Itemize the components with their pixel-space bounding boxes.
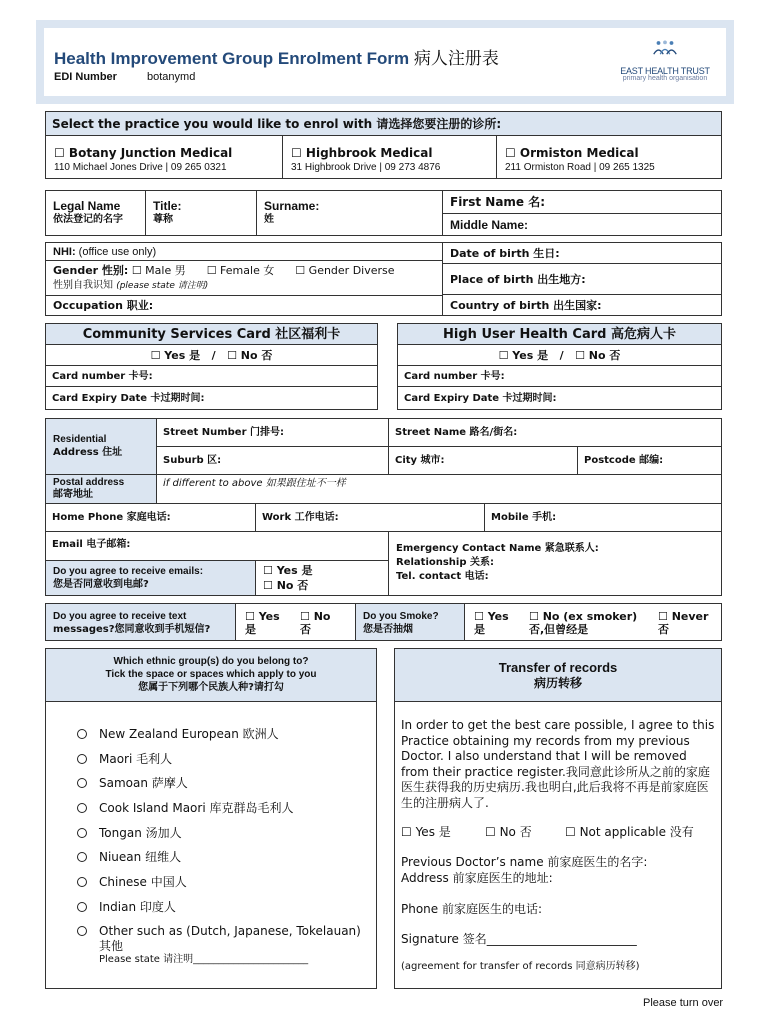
- postal-address-label: Postal address 邮寄地址: [45, 474, 157, 504]
- transfer-consent-text: In order to get the best care possible, I agree to this Practice obtaining my records from my previous Doctor. I also understand that I will be removed from their practice register.我同意此诊所从之前的家庭医生获得我的历史病历.我也明白,此后我将不再是前家庭医生的注册病人了.: [401, 718, 715, 810]
- ethnic-option[interactable]: Niuean 纽维人: [77, 850, 181, 864]
- ethnic-option[interactable]: Indian 印度人: [77, 900, 176, 914]
- practice-address: 31 Highbrook Drive | 09 273 4876: [291, 162, 441, 173]
- home-phone-field[interactable]: Home Phone 家庭电话:: [45, 503, 256, 532]
- divider: [45, 295, 443, 296]
- divider: [45, 260, 443, 261]
- emergency-contact-name: Emergency Contact Name 紧急联系人:: [396, 543, 599, 554]
- ethnic-group-heading: Which ethnic group(s) do you belong to? Tick the space or spaces which apply to you 您属于下列哪个民族人种?请打勾: [45, 648, 377, 702]
- ethnic-please-state[interactable]: Please state 请注明_______________________: [99, 954, 309, 965]
- practice-option-botany[interactable]: [45, 135, 283, 179]
- transfer-no-checkbox[interactable]: ☐ No 否: [485, 825, 532, 839]
- receive-emails-options: [255, 560, 389, 596]
- smoke-ex-checkbox[interactable]: ☐ No (ex smoker) 否,但曾经是: [529, 610, 638, 636]
- ethnic-other-zh: 其他: [99, 939, 124, 953]
- practice-heading: Select the practice you would like to enrol with 请选择您要注册的诊所:: [45, 111, 722, 136]
- emails-no-checkbox[interactable]: ☐ No 否: [263, 579, 309, 592]
- ethnic-option[interactable]: Maori 毛利人: [77, 752, 172, 766]
- postcode-field[interactable]: Postcode 邮编:: [577, 446, 722, 475]
- radio-circle-icon: [77, 877, 87, 887]
- logo-tagline: primary health organisation: [622, 75, 708, 82]
- smoke-options: [464, 603, 722, 641]
- form-title: Health Improvement Group Enrolment Form 病人注册表: [54, 49, 499, 69]
- practice-name: ☐ Botany Junction Medical: [54, 146, 233, 160]
- csc-yes-no[interactable]: ☐ Yes 是 / ☐ No 否: [45, 344, 378, 366]
- country-of-birth-field[interactable]: Country of birth 出生国家:: [442, 294, 722, 316]
- smoke-question: Do you Smoke? 您是否抽烟: [355, 603, 465, 641]
- csc-card-expiry[interactable]: Card Expiry Date 卡过期时间:: [45, 386, 378, 410]
- radio-circle-icon: [77, 902, 87, 912]
- ethnic-option[interactable]: Chinese 中国人: [77, 875, 187, 889]
- please-turn-over: Please turn over: [643, 997, 724, 1009]
- previous-doctor-address[interactable]: Address 前家庭医生的地址:: [401, 871, 553, 885]
- street-number-field[interactable]: Street Number 门排号:: [156, 418, 389, 447]
- mobile-field[interactable]: Mobile 手机:: [484, 503, 722, 532]
- residential-address-label: Residential Address 住址: [45, 418, 157, 475]
- practice-name: ☐ Highbrook Medical: [291, 146, 433, 160]
- signature-line[interactable]: Signature 签名_________________________: [401, 932, 637, 946]
- nhi-field[interactable]: NHI: (office use only): [53, 246, 157, 258]
- emergency-relationship: Relationship 关系:: [396, 557, 494, 568]
- ethnic-option[interactable]: Samoan 萨摩人: [77, 776, 188, 790]
- edi-number-label: EDI Number: [54, 71, 117, 83]
- radio-circle-icon: [77, 926, 87, 936]
- previous-doctor-phone[interactable]: Phone 前家庭医生的电话:: [401, 902, 543, 916]
- transfer-records-heading: Transfer of records 病历转移: [394, 648, 722, 702]
- radio-circle-icon: [77, 754, 87, 764]
- street-name-field[interactable]: Street Name 路名/街名:: [388, 418, 722, 447]
- receive-texts-options: [235, 603, 356, 641]
- smoke-yes-checkbox[interactable]: ☐ Yes 是: [474, 610, 509, 636]
- title-field[interactable]: Title: 尊称: [145, 190, 257, 236]
- ethnic-option-other[interactable]: Other such as (Dutch, Japanese, Tokelauan): [77, 924, 361, 938]
- receive-emails-question: Do you agree to receive emails: 您是否同意收到电邮?: [45, 560, 256, 596]
- receive-texts-question: Do you agree to receive text messages?您同意收到手机短信?: [45, 603, 236, 641]
- east-health-trust-logo-icon: [618, 40, 712, 66]
- postal-address-field[interactable]: if different to above 如果跟住址不一样: [156, 474, 722, 504]
- ethnic-option[interactable]: New Zealand European 欧洲人: [77, 727, 279, 741]
- huhc-card-expiry[interactable]: Card Expiry Date 卡过期时间:: [397, 386, 722, 410]
- csc-card-number[interactable]: Card number 卡号:: [45, 365, 378, 387]
- radio-circle-icon: [77, 828, 87, 838]
- place-of-birth-field[interactable]: Place of birth 出生地方:: [442, 263, 722, 295]
- practice-name: ☐ Ormiston Medical: [505, 146, 639, 160]
- agreement-note: (agreement for transfer of records 同意病历转移): [401, 961, 640, 972]
- emails-yes-checkbox[interactable]: ☐ Yes 是: [263, 564, 313, 577]
- suburb-field[interactable]: Suburb 区:: [156, 446, 389, 475]
- gender-self-id: 性别自我识知 (please state 请注明): [53, 280, 209, 291]
- edi-number-value: botanymd: [147, 71, 196, 83]
- emergency-contact-block[interactable]: [388, 531, 722, 596]
- ethnic-option[interactable]: Tongan 汤加人: [77, 826, 182, 840]
- huhc-heading: High User Health Card 高危病人卡: [397, 323, 722, 345]
- texts-no-checkbox[interactable]: ☐ No 否: [300, 610, 331, 636]
- logo-name: EAST HEALTH TRUST: [620, 66, 710, 76]
- practice-option-highbrook[interactable]: [282, 135, 497, 179]
- previous-doctor-name[interactable]: Previous Doctor’s name 前家庭医生的名字:: [401, 855, 648, 869]
- transfer-yes-checkbox[interactable]: ☐ Yes 是: [401, 825, 451, 839]
- radio-circle-icon: [77, 778, 87, 788]
- middle-name-field[interactable]: Middle Name:: [442, 213, 722, 236]
- gender-field[interactable]: Gender 性别: ☐ Male 男 ☐ Female 女 ☐ Gender Diverse: [53, 264, 395, 277]
- transfer-na-checkbox[interactable]: ☐ Not applicable 没有: [565, 825, 694, 839]
- smoke-never-checkbox[interactable]: ☐ Never 否: [658, 610, 709, 636]
- huhc-card-number[interactable]: Card number 卡号:: [397, 365, 722, 387]
- practice-address: 110 Michael Jones Drive | 09 265 0321: [54, 162, 227, 173]
- practice-address: 211 Ormiston Road | 09 265 1325: [505, 162, 655, 173]
- huhc-yes-no[interactable]: ☐ Yes 是 / ☐ No 否: [397, 344, 722, 366]
- first-name-field[interactable]: First Name 名:: [442, 190, 722, 214]
- legal-name-label: Legal Name 依法登记的名字: [45, 190, 146, 236]
- radio-circle-icon: [77, 729, 87, 739]
- csc-heading: Community Services Card 社区福利卡: [45, 323, 378, 345]
- dob-field[interactable]: Date of birth 生日:: [442, 242, 722, 264]
- radio-circle-icon: [77, 852, 87, 862]
- email-field[interactable]: Email 电子邮箱:: [45, 531, 389, 561]
- work-phone-field[interactable]: Work 工作电话:: [255, 503, 485, 532]
- ethnic-option[interactable]: Cook Island Maori 库克群岛毛利人: [77, 801, 293, 815]
- emergency-tel: Tel. contact 电话:: [396, 571, 489, 582]
- texts-yes-checkbox[interactable]: ☐ Yes 是: [245, 610, 280, 636]
- occupation-field[interactable]: Occupation 职业:: [53, 299, 154, 312]
- practice-option-ormiston[interactable]: [496, 135, 722, 179]
- city-field[interactable]: City 城市:: [388, 446, 578, 475]
- radio-circle-icon: [77, 803, 87, 813]
- surname-field[interactable]: Surname: 姓: [256, 190, 443, 236]
